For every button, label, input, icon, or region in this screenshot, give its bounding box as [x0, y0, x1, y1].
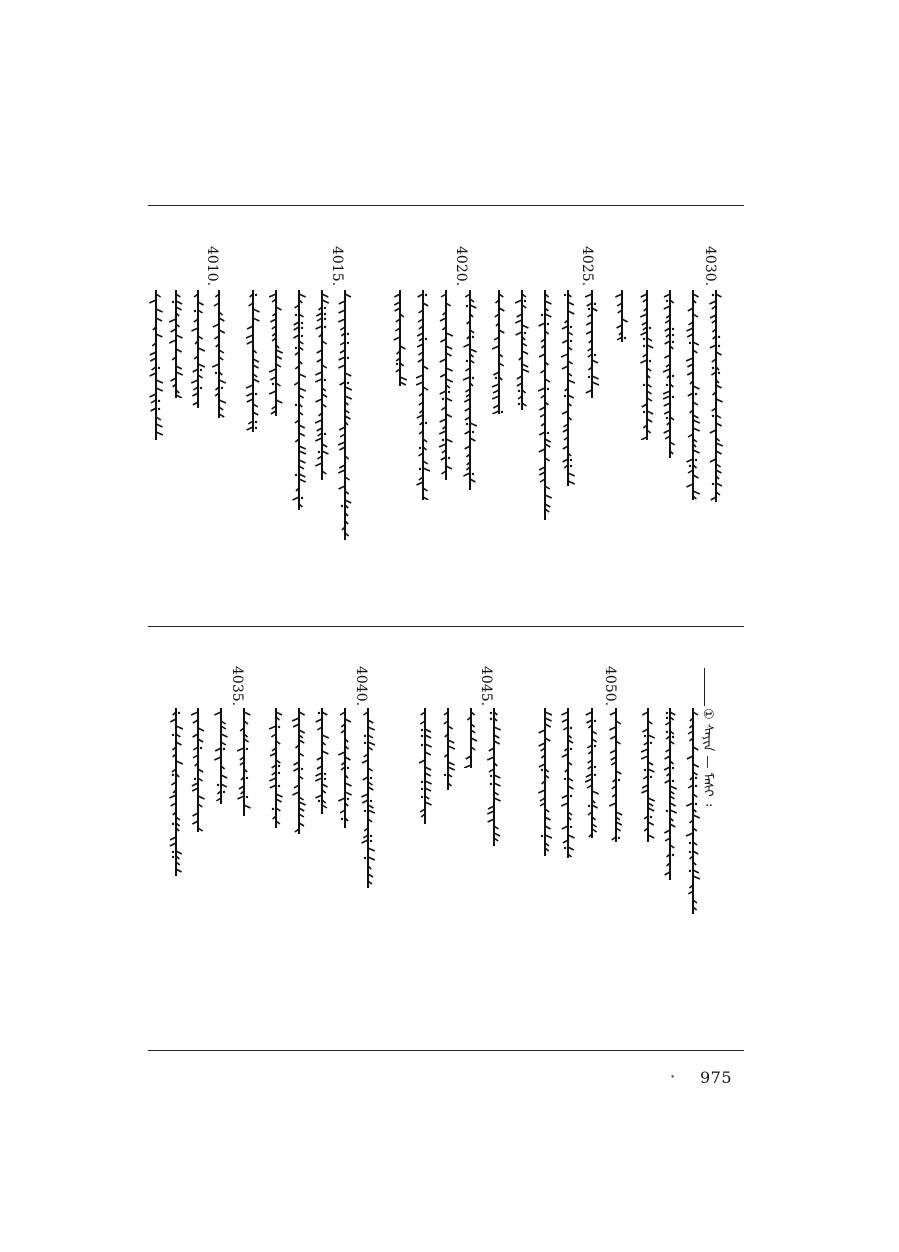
script-line	[487, 708, 501, 846]
script-line	[393, 290, 407, 386]
script-line	[640, 290, 654, 440]
script-line	[641, 708, 655, 842]
script-line	[561, 708, 575, 858]
script-line	[269, 290, 283, 416]
script-line	[315, 708, 329, 814]
script-line	[214, 708, 228, 804]
script-line	[463, 290, 477, 490]
script-line	[237, 708, 251, 816]
verse-number: 4015.	[329, 246, 345, 287]
script-line	[418, 708, 432, 824]
script-line	[191, 290, 205, 408]
script-line	[212, 290, 226, 418]
verse-number: 4040.	[353, 666, 369, 707]
script-line	[464, 708, 478, 768]
script-line	[538, 290, 552, 520]
script-line	[315, 290, 329, 480]
script-line	[663, 708, 677, 880]
script-line	[246, 290, 260, 432]
verse-number: 4010.	[204, 246, 220, 287]
verse-number: 4045.	[478, 666, 494, 707]
script-line	[585, 708, 599, 838]
verse-number: 4030.	[702, 246, 718, 287]
script-line	[538, 708, 552, 856]
script-line	[338, 290, 352, 540]
verse-number: 4025.	[579, 246, 595, 287]
footnote-separator	[704, 668, 705, 706]
script-line	[439, 290, 453, 480]
script-line	[515, 290, 529, 410]
ink-speck: •	[670, 1073, 676, 1083]
script-line	[416, 290, 430, 500]
footnote: ① ᠰᠠᠶᠢᠨ — ᠮᠠᠰᠢ ᠄	[700, 708, 715, 807]
bottom-rule	[148, 1050, 744, 1051]
script-line	[292, 708, 306, 834]
verse-number: 4050.	[602, 666, 618, 707]
script-line	[361, 708, 375, 888]
verse-number: 4035.	[229, 666, 245, 707]
script-line	[686, 708, 700, 914]
script-line	[441, 708, 455, 790]
script-line	[269, 708, 283, 828]
script-line	[615, 290, 629, 342]
script-line	[191, 708, 205, 832]
script-line	[149, 290, 163, 440]
middle-rule	[148, 626, 744, 627]
page-number: 975	[700, 1068, 733, 1087]
script-line	[169, 708, 183, 876]
script-line	[609, 708, 623, 842]
script-line	[585, 290, 599, 398]
script-line	[169, 290, 183, 398]
top-rule	[148, 205, 744, 206]
script-line	[492, 290, 506, 414]
verse-number: 4020.	[453, 246, 469, 287]
script-line	[292, 290, 306, 510]
script-line	[663, 290, 677, 458]
script-line	[338, 708, 352, 828]
script-line	[561, 290, 575, 486]
script-line	[686, 290, 700, 500]
script-line	[709, 290, 723, 502]
